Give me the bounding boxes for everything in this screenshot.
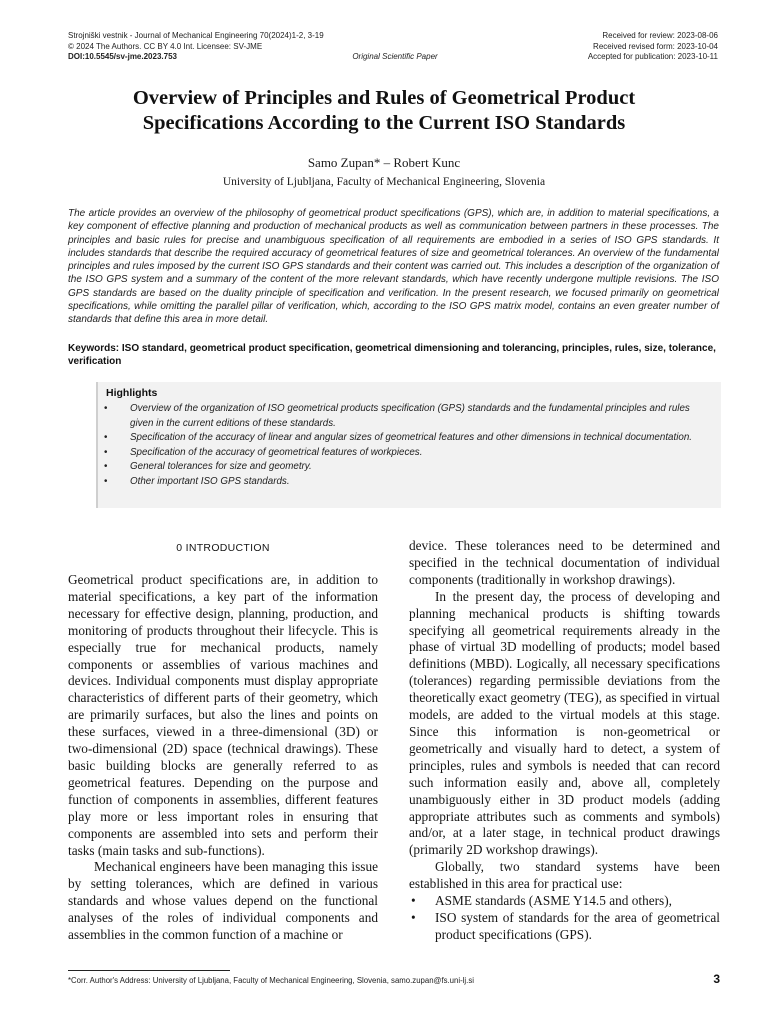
- body-paragraph: In the present day, the process of developing and planning mechanical products is shifting towards specifying all geometrical requirements already in the phase of virtual 3D modelling of products; model based definitions (MBD). Logically, all necessary specifications (tolerances) regarding permissible deviations from the theoretically exact geometry (TEG), as specified in virtual models, are added to the virtual models at this stage. Since this information is non-geometrical or geometrically and visually hard to detect, a system of principles, rules and symbols is needed that can record such information easily and, above all, completely unambiguously either in 3D product models (adding appropriate attributes such as comments and symbols) and/or, at a later stage, in technical product drawings (primarily 2D workshop drawings).: [409, 588, 720, 858]
- page-number: 3: [713, 972, 720, 986]
- title-line-1: Overview of Principles and Rules of Geometrical Product: [132, 87, 636, 109]
- highlight-item: • Overview of the organization of ISO geometrical products specification (GPS) standards and the fundamental principles and rules given in the current editions of these standards.: [104, 403, 690, 429]
- accepted-date: Accepted for publication: 2023-10-11: [587, 52, 718, 61]
- highlights-title: Highlights: [106, 387, 158, 399]
- copyright-line: © 2024 The Authors. CC BY 4.0 Int. Licensee: SV-JME: [68, 41, 263, 51]
- title-line-2: Specifications According to the Current ISO Standards: [142, 112, 626, 134]
- paper-type-label: Original Scientific Paper: [352, 52, 438, 61]
- list-item: • ASME standards (ASME Y14.5 and others),: [411, 893, 672, 909]
- list-item: • ISO system of standards for the area of geometrical product specifications (GPS).: [411, 909, 720, 942]
- abstract: The article provides an overview of the philosophy of geometrical product specifications (GPS), which are, in addition to material specifications, a key component of effective planning and production of mechanical products as well as communication between partners in these processes. The principles and basic rules for precise and unambiguous specification of all requirements are embodied in a series of ISO GPS standards. It includes standards that describe the required accuracy of geometrical features of size and geometrical tolerances. An overview of the fundamental principles and rules imposed by the current ISO GPS standards and their content was carried out. This includes a description of the organization of the ISO GPS system and a summary of the content of the more relevant standards, which have recently undergone multiple revisions. The ISO GPS standards are based on the duality principle of specification and verification. In the present research, we focused primarily on geometrical specifications, while omitting the parallel pillar of verification, which, according to the ISO GPS matrix model, contains an even greater number of standards that define this area in more detail.: [68, 208, 719, 326]
- journal-header-right: [458, 31, 718, 63]
- bullet-icon: •: [104, 403, 108, 414]
- body-paragraph: Geometrical product specifications are, in addition to material specifications, a key part of the information necessary for effective design, planning, production, and monitoring of products throughout their lifecycle. This is especially true for mechanical products, namely components or assemblies of various machines and devices. Individual components must display appropriate characteristics of different parts of their geometry, which are primarily surfaces, but also the lines and points on these surfaces, viewed in a three-dimensional (3D) or two-dimensional (2D) space (technical drawings). These basic building blocks are generally referred to as geometrical features. Depending on the purpose and function of components in assemblies, different features play more or less important roles in ensuring that components are assembled into sets and perform their tasks (main tasks and sub-functions).: [68, 572, 378, 858]
- doi-link[interactable]: DOI:10.5545/sv-jme.2023.753: [68, 52, 177, 61]
- bullet-icon: •: [104, 432, 108, 443]
- received-date: Received for review: 2023-08-06: [602, 31, 718, 40]
- affiliation: University of Ljubljana, Faculty of Mechanical Engineering, Slovenia: [222, 176, 546, 188]
- body-column-left: [68, 538, 378, 944]
- journal-citation: Strojniški vestnik - Journal of Mechanical Engineering 70(2024)1-2, 3-19: [68, 31, 324, 40]
- bullet-icon: •: [104, 446, 108, 458]
- bullet-icon: •: [411, 893, 416, 909]
- highlight-item: • General tolerances for size and geometry.: [98, 460, 698, 475]
- body-paragraph: device. These tolerances need to be determined and specified in the technical documentation of individual components (traditionally in workshop drawings).: [409, 538, 720, 587]
- highlights-list: [98, 402, 698, 489]
- highlight-item: • Other important ISO GPS standards.: [98, 475, 698, 490]
- author-list: Samo Zupan* – Robert Kunc: [307, 155, 461, 170]
- body-paragraph: Globally, two standard systems have been established in this area for practical use:: [409, 859, 720, 892]
- body-paragraph: Mechanical engineers have been managing this issue by setting tolerances, which are defined in various standards and whose values depend on the functional analyses of the roles of individual components and assemblies in the common function of a machine or: [68, 859, 378, 943]
- highlight-item: • Specification of the accuracy of geometrical features of workpieces.: [98, 446, 698, 461]
- highlight-item: • Specification of the accuracy of linear and angular sizes of geometrical features and other dimensions in technical documentation.: [98, 431, 698, 446]
- body-column-right: [409, 538, 720, 944]
- bullet-icon: •: [104, 461, 108, 472]
- highlights-box: [96, 382, 721, 508]
- footnote-divider: [68, 970, 230, 971]
- paper-title: [60, 86, 708, 136]
- revised-date: Received revised form: 2023-10-04: [593, 41, 718, 51]
- bullet-icon: •: [104, 475, 108, 487]
- section-heading: 0 INTRODUCTION: [176, 542, 270, 554]
- keywords: Keywords: ISO standard, geometrical product specification, geometrical dimensioning and tolerancing, principles, rules, size, tolerance, verification: [68, 343, 716, 368]
- standards-list: [409, 893, 720, 944]
- bullet-icon: •: [411, 909, 416, 925]
- corresponding-author-footnote: *Corr. Author's Address: University of Ljubljana, Faculty of Mechanical Engineering, Slovenia, samo.zupan@fs.uni-lj.si: [68, 976, 474, 985]
